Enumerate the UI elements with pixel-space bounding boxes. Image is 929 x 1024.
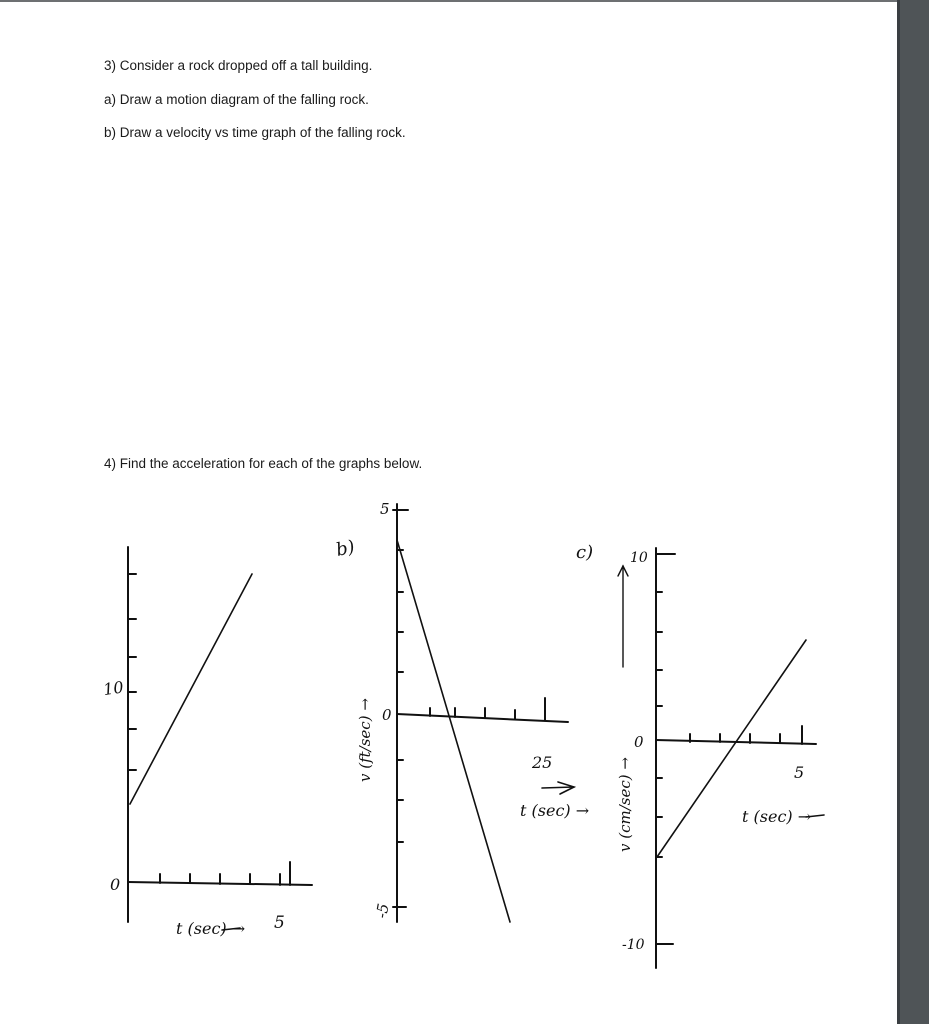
graph-b bbox=[393, 504, 568, 922]
question-3-part-b: b) Draw a velocity vs time graph of the falling rock. bbox=[104, 125, 406, 140]
graph-a-x-axis-label: t (sec) → bbox=[176, 919, 246, 938]
graphs-svg bbox=[90, 482, 850, 1002]
graph-a-y-tick-label-top: 10 bbox=[101, 677, 125, 700]
graph-b-x-arrow bbox=[542, 787, 574, 788]
graph-a-x-ticks bbox=[160, 862, 290, 885]
viewer-side-panel bbox=[897, 0, 929, 1024]
graph-c-y-ticks bbox=[656, 554, 675, 944]
graph-b-y-tick-label-top: 5 bbox=[380, 500, 390, 518]
graph-a-y-ticks bbox=[128, 574, 136, 770]
graph-c-y-tick-label-zero: 0 bbox=[634, 733, 644, 751]
graph-c-x-axis-label: t (sec) → bbox=[742, 807, 812, 826]
graph-c-y-axis-label: v (cm/sec) → bbox=[616, 757, 634, 852]
graph-c-panel-label: c) bbox=[576, 542, 594, 563]
graphs-figure bbox=[90, 482, 850, 1002]
graph-c bbox=[618, 548, 816, 968]
graph-b-data-line bbox=[397, 540, 510, 922]
graph-b-y-axis-label: v (ft/sec) → bbox=[356, 698, 374, 782]
graph-a-y-tick-label-origin: 0 bbox=[110, 875, 121, 894]
graph-a-data-line bbox=[130, 574, 252, 804]
graph-b-y-tick-label-zero: 0 bbox=[382, 706, 392, 724]
graph-b-x-tick-label: 25 bbox=[532, 753, 553, 772]
graph-a-x-tick-label: 5 bbox=[274, 913, 285, 933]
graph-b-x-axis-label: t (sec) → bbox=[520, 801, 590, 820]
viewer-side-panel-edge bbox=[897, 0, 900, 1024]
graph-b-x-axis bbox=[397, 714, 568, 722]
graph-b-y-tick-label-bottom: -5 bbox=[372, 902, 393, 920]
graph-a bbox=[128, 547, 312, 922]
question-3-part-a: a) Draw a motion diagram of the falling rock. bbox=[104, 92, 369, 107]
graph-b-panel-label: b) bbox=[334, 536, 357, 561]
graph-c-y-tick-label-top: 10 bbox=[630, 550, 648, 566]
graph-c-y-tick-label-bottom: -10 bbox=[622, 937, 645, 953]
graph-c-x-tick-label: 5 bbox=[794, 763, 805, 782]
question-4-title: 4) Find the acceleration for each of the graphs below. bbox=[104, 456, 423, 471]
question-3-title: 3) Consider a rock dropped off a tall building. bbox=[104, 58, 373, 73]
